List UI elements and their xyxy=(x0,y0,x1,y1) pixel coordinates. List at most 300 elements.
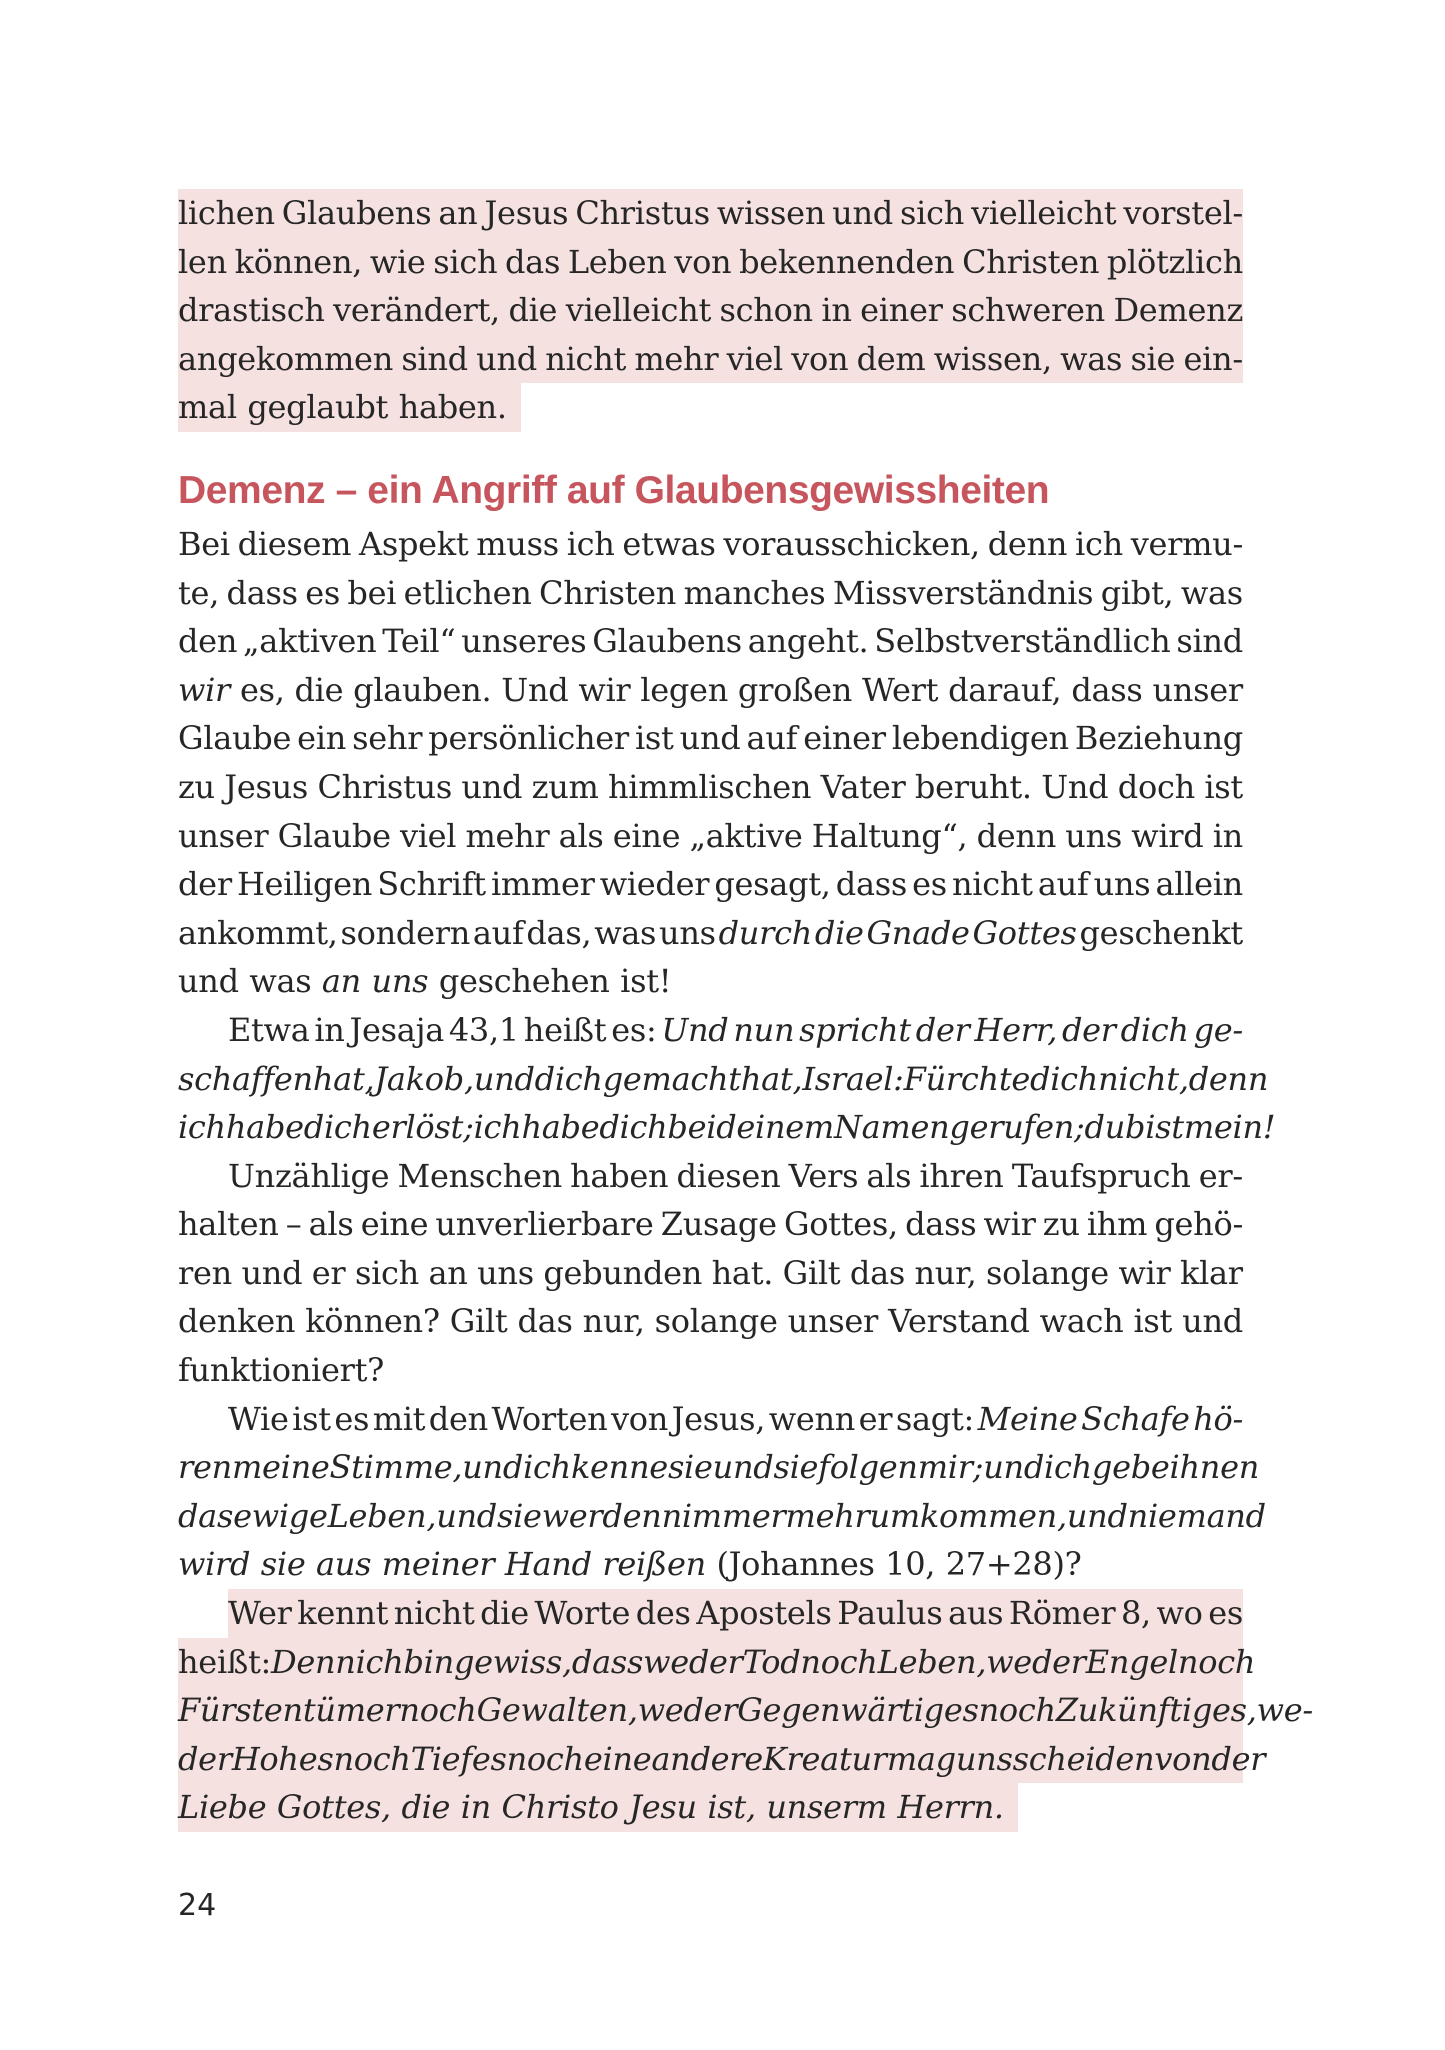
word: sehr xyxy=(352,719,423,758)
word: vielleicht xyxy=(971,194,1117,232)
word: das xyxy=(517,1302,573,1341)
word: ren xyxy=(178,1253,232,1292)
word: Denn xyxy=(271,1642,356,1681)
word: Christus xyxy=(575,194,710,232)
word: beruht. xyxy=(914,767,1032,806)
word: die xyxy=(401,1788,451,1827)
word: Christen xyxy=(539,573,677,612)
word: mag xyxy=(886,1739,956,1778)
paragraph-aspekt xyxy=(178,520,1243,1006)
word: die xyxy=(814,913,864,952)
word: den xyxy=(178,622,238,661)
word: sie xyxy=(260,1545,306,1584)
word: sie xyxy=(667,1448,713,1487)
word: Christus xyxy=(317,767,452,806)
word: von xyxy=(791,339,849,378)
word: Jesus xyxy=(484,194,569,232)
paragraph-taufspruch xyxy=(178,1152,1243,1395)
word: geschehen xyxy=(438,962,610,1001)
word: gebe xyxy=(1091,1448,1170,1487)
word: geschenkt xyxy=(1079,913,1243,952)
word: wie xyxy=(369,242,426,281)
word: hat, xyxy=(740,1059,803,1098)
word: und xyxy=(712,1448,774,1487)
word: Vers xyxy=(788,1156,859,1195)
word: und xyxy=(178,962,239,1001)
word: ein xyxy=(297,719,347,758)
word: vermu- xyxy=(1130,524,1243,563)
word: als xyxy=(866,1156,912,1195)
text-line xyxy=(178,238,1243,287)
word: sie xyxy=(1130,339,1176,378)
word: dich xyxy=(599,1108,668,1147)
word: und xyxy=(832,194,893,232)
word: haben xyxy=(570,1156,669,1195)
word: wir xyxy=(983,1205,1036,1244)
word: schaffen xyxy=(178,1059,313,1098)
word: in xyxy=(314,1010,345,1049)
word: verändert, xyxy=(333,291,500,330)
word: einer xyxy=(860,291,943,330)
word: Leben, xyxy=(877,1642,987,1681)
word: als xyxy=(308,1205,354,1244)
word: Herr, xyxy=(974,1010,1058,1049)
word: vorstel- xyxy=(1123,194,1243,232)
word: Glaube xyxy=(277,816,391,855)
word: darauf, xyxy=(948,670,1062,709)
word: sie xyxy=(773,1448,819,1487)
word: Schrift xyxy=(377,865,486,904)
word: das xyxy=(849,1253,905,1292)
word: von xyxy=(1154,1739,1212,1778)
word: himmlischen xyxy=(608,767,812,806)
word: ich xyxy=(178,1108,226,1147)
word: ich xyxy=(523,1448,571,1487)
word: reißen xyxy=(602,1545,706,1584)
word: Und xyxy=(661,1010,729,1049)
word: zu xyxy=(178,767,215,806)
word: Christen xyxy=(962,242,1100,281)
word: dich xyxy=(303,1108,372,1147)
word: und xyxy=(436,1496,497,1535)
text-line xyxy=(178,909,1243,958)
word: Gottes, xyxy=(783,1205,898,1244)
word: ich xyxy=(355,1642,404,1681)
word: eine xyxy=(583,1739,652,1778)
word: ist! xyxy=(620,962,672,1001)
word: wo xyxy=(1156,1594,1203,1633)
word: mehr xyxy=(634,339,719,378)
word: denn xyxy=(976,816,1057,855)
word: Tiefes xyxy=(410,1739,507,1778)
word: habe xyxy=(521,1108,600,1147)
word: denken xyxy=(178,1302,296,1341)
word: unser xyxy=(178,816,269,855)
word: mit xyxy=(372,1399,426,1438)
word: Fürchte xyxy=(903,1059,1031,1098)
page-number: 24 xyxy=(178,1888,217,1923)
word: Taufspruch xyxy=(1011,1156,1191,1195)
word: solange xyxy=(654,1302,778,1341)
word: heißt: xyxy=(178,1642,271,1681)
word: sich xyxy=(900,194,965,232)
word: und xyxy=(1066,1496,1128,1535)
text-line xyxy=(178,617,1243,666)
word: etwas xyxy=(622,524,716,563)
word: nun xyxy=(733,1010,795,1049)
word: sondern xyxy=(340,913,471,952)
word: Haltung“, xyxy=(811,816,968,855)
text-line xyxy=(178,569,1243,618)
word: ich xyxy=(473,1108,522,1147)
word: ewige xyxy=(233,1496,328,1535)
word: das, xyxy=(526,913,592,952)
word: deinem xyxy=(716,1108,834,1147)
word: der xyxy=(1061,1010,1116,1049)
word: dass xyxy=(1071,670,1143,709)
word: Gilt xyxy=(782,1253,841,1292)
word: doch xyxy=(1117,767,1195,806)
word: und xyxy=(679,719,741,758)
word: in xyxy=(460,1788,491,1827)
word: ihm xyxy=(1086,1205,1148,1244)
text-line xyxy=(178,1492,1266,1541)
word: Missverständnis xyxy=(832,573,1094,612)
word: gehö- xyxy=(1154,1205,1243,1244)
text-line xyxy=(178,189,1243,238)
word: uns xyxy=(1093,865,1151,904)
word: hat. xyxy=(711,1253,774,1292)
word: noch xyxy=(1177,1642,1256,1681)
word: (Johannes xyxy=(716,1545,875,1584)
word: Liebe xyxy=(178,1788,267,1827)
word: Römer xyxy=(1008,1594,1116,1633)
word: der xyxy=(178,1739,232,1778)
word: weder xyxy=(986,1642,1086,1681)
word: ich xyxy=(566,524,615,563)
text-line xyxy=(178,1735,1266,1784)
word: gemacht xyxy=(602,1059,741,1098)
word: denn xyxy=(987,524,1068,563)
text-line xyxy=(178,1006,1243,1055)
word: es: xyxy=(611,1010,657,1049)
text-line xyxy=(178,1249,1243,1298)
word: Herrn. xyxy=(897,1788,1004,1827)
word: niemand xyxy=(1127,1496,1266,1535)
word: folgen xyxy=(818,1448,918,1487)
word: gerufen; xyxy=(949,1108,1085,1147)
word: von xyxy=(674,242,732,281)
word: umkommen, xyxy=(869,1496,1067,1535)
word: wir xyxy=(578,670,631,709)
word: Schafe xyxy=(1081,1399,1190,1438)
word: andere xyxy=(651,1739,763,1778)
word: Und xyxy=(1041,767,1109,806)
word: können, xyxy=(234,242,363,281)
word: noch xyxy=(333,1739,411,1778)
text-line xyxy=(178,1686,1313,1735)
word: Aspekt xyxy=(359,524,469,563)
word: ich xyxy=(1075,524,1123,563)
word: wissen, xyxy=(933,339,1052,378)
word: an xyxy=(428,1253,468,1292)
word: das xyxy=(178,1496,234,1535)
word: Worten xyxy=(491,1399,608,1438)
word: Paulus xyxy=(837,1594,943,1633)
word: haben. xyxy=(398,388,507,427)
word: es xyxy=(1208,1594,1243,1633)
word: „aktive xyxy=(689,816,803,855)
word: Kreatur xyxy=(762,1739,887,1778)
word: ich xyxy=(1044,1448,1092,1487)
word: vorausschicken, xyxy=(723,524,980,563)
text-line xyxy=(178,1540,1243,1589)
word: Engel xyxy=(1085,1642,1178,1681)
text-line xyxy=(178,957,1243,1006)
paragraph-jesaja xyxy=(178,1006,1276,1152)
text-line xyxy=(178,1783,1018,1832)
word: hö- xyxy=(1193,1399,1243,1438)
word: Jakob, xyxy=(374,1059,474,1098)
word: scheiden xyxy=(1012,1739,1155,1778)
word: der xyxy=(1211,1739,1266,1778)
word: ihren xyxy=(919,1156,1004,1195)
word: an xyxy=(438,194,478,232)
word: der xyxy=(915,1010,970,1049)
word: Gottes xyxy=(972,913,1077,952)
word: was xyxy=(594,913,657,952)
word: auf xyxy=(746,719,798,758)
word: eine xyxy=(612,816,681,855)
word: nur, xyxy=(914,1253,977,1292)
word: bin xyxy=(403,1642,454,1681)
word: des xyxy=(635,1594,691,1633)
word: unserm xyxy=(766,1788,887,1827)
word: ist xyxy=(1204,767,1243,806)
word: schon xyxy=(719,291,813,330)
word: Worte xyxy=(534,1594,631,1633)
word: Vater xyxy=(820,767,906,806)
word: Und xyxy=(501,670,569,709)
word: die xyxy=(480,1594,529,1633)
word: Zusage xyxy=(660,1205,777,1244)
word: können? xyxy=(305,1302,440,1341)
word: wir xyxy=(1118,1253,1171,1292)
word: ihnen xyxy=(1169,1448,1260,1487)
word: muss xyxy=(476,524,559,563)
word: nimmermehr xyxy=(661,1496,870,1535)
word: heißt xyxy=(523,1010,607,1049)
text-line xyxy=(178,860,1243,909)
word: noch xyxy=(800,1642,878,1681)
text-line xyxy=(178,714,1243,763)
word: hat, xyxy=(312,1059,375,1098)
word: uns xyxy=(477,1253,534,1292)
word: Hand xyxy=(504,1545,592,1584)
word: denn xyxy=(1188,1059,1269,1098)
word: als xyxy=(558,816,604,855)
word: und xyxy=(461,767,523,806)
text-line xyxy=(178,1055,1269,1104)
word: immer xyxy=(490,865,595,904)
word: auf xyxy=(472,913,524,952)
word: aus xyxy=(948,1594,1004,1633)
word: halten xyxy=(178,1205,279,1244)
word: 10, xyxy=(885,1545,936,1584)
word: ankommt, xyxy=(178,913,338,952)
word: zu xyxy=(1042,1205,1080,1244)
word: Selbstverständlich xyxy=(874,622,1171,661)
word: dich xyxy=(534,1059,603,1098)
word: lebendigen xyxy=(891,719,1069,758)
word: nicht xyxy=(545,339,627,378)
word: mal xyxy=(178,388,237,427)
word: meiner xyxy=(381,1545,495,1584)
word: dass xyxy=(571,1642,644,1681)
word: von xyxy=(610,1399,669,1438)
word: sich xyxy=(354,1253,419,1292)
word: sind xyxy=(401,339,468,378)
word: diesen xyxy=(676,1156,781,1195)
word: schweren xyxy=(951,291,1105,330)
word: bei xyxy=(347,573,397,612)
word: weder xyxy=(643,1642,743,1681)
word: wieder xyxy=(599,865,710,904)
word: Fürstentümer xyxy=(178,1691,400,1730)
word: lichen xyxy=(178,194,275,232)
word: großen xyxy=(737,670,853,709)
word: Glaubens xyxy=(592,622,742,661)
word: Glaube xyxy=(178,719,292,758)
word: mir; xyxy=(917,1448,984,1487)
word: allein xyxy=(1155,865,1243,904)
word: noch xyxy=(506,1739,584,1778)
word: wir xyxy=(178,670,231,709)
word: geglaubt xyxy=(247,388,389,427)
word: den xyxy=(428,1399,488,1438)
word: legen xyxy=(640,670,729,709)
word: Apostels xyxy=(696,1594,832,1633)
word: erlöst; xyxy=(371,1108,474,1147)
word: auf xyxy=(1037,865,1089,904)
word: sagt: xyxy=(895,1399,974,1438)
word: die xyxy=(294,670,344,709)
word: dich xyxy=(1120,1010,1189,1049)
word: Etwa xyxy=(228,1010,310,1049)
text-line xyxy=(178,1589,1243,1638)
word: len xyxy=(178,242,227,281)
word: bei xyxy=(667,1108,717,1147)
word: Meine xyxy=(977,1399,1078,1438)
text-line xyxy=(178,335,1243,384)
word: unser xyxy=(787,1302,879,1341)
word: viel xyxy=(726,339,783,378)
word: Gewalten, xyxy=(476,1691,638,1730)
word: noch xyxy=(399,1691,477,1730)
text-line xyxy=(178,1346,1243,1395)
word: gesagt, xyxy=(714,865,831,904)
text-line xyxy=(178,1152,1243,1201)
word: Hohes xyxy=(231,1739,334,1778)
word: eine xyxy=(360,1205,429,1244)
word: uns xyxy=(371,962,429,1001)
word: wird xyxy=(178,1545,251,1584)
word: nicht xyxy=(951,865,1033,904)
word: das xyxy=(505,242,561,281)
word: Teil“ xyxy=(382,622,456,661)
word: Gilt xyxy=(449,1302,508,1341)
word: te, xyxy=(178,573,220,612)
text-line xyxy=(178,666,1243,715)
word: sind xyxy=(1176,622,1243,661)
word: sich xyxy=(433,242,498,281)
word: Stimme, xyxy=(329,1448,463,1487)
word: Gnade xyxy=(866,913,970,952)
word: Leben, xyxy=(327,1496,437,1535)
word: Gottes, xyxy=(276,1788,391,1827)
word: ren xyxy=(178,1448,232,1487)
word: mehr xyxy=(465,816,550,855)
word: meine xyxy=(231,1448,330,1487)
word: und xyxy=(476,339,537,378)
word: Bei xyxy=(178,524,230,563)
word: bekennenden xyxy=(739,242,955,281)
word: etlichen xyxy=(403,573,532,612)
word: dass xyxy=(835,865,907,904)
word: es xyxy=(334,1399,370,1438)
text-line xyxy=(178,286,1243,335)
word: Tod xyxy=(742,1642,801,1681)
word: wach xyxy=(1039,1302,1124,1341)
word: Glaubens xyxy=(281,194,432,232)
word: dass xyxy=(226,573,298,612)
word: unseres xyxy=(461,622,587,661)
word: zum xyxy=(531,767,599,806)
word: uns xyxy=(955,1739,1013,1778)
word: es, xyxy=(239,670,285,709)
word: kenne xyxy=(570,1448,668,1487)
word: we- xyxy=(1256,1691,1313,1730)
word: gebunden xyxy=(543,1253,703,1292)
word: sie xyxy=(497,1496,542,1535)
word: was xyxy=(1060,339,1123,378)
word: Wer xyxy=(228,1594,292,1633)
word: manches xyxy=(683,573,826,612)
word: persönlicher xyxy=(428,719,629,758)
word: Heiligen xyxy=(236,865,373,904)
word: bist xyxy=(1125,1108,1184,1147)
word: „aktiven xyxy=(243,622,377,661)
word: ge- xyxy=(1193,1010,1243,1049)
word: kennt xyxy=(297,1594,389,1633)
word: ist xyxy=(1133,1302,1173,1341)
word: und xyxy=(462,1448,524,1487)
word: Wie xyxy=(228,1399,289,1438)
word: unverlierbare xyxy=(435,1205,654,1244)
word: wissen xyxy=(716,194,826,232)
word: ist, xyxy=(707,1788,756,1827)
word: Unzählige xyxy=(228,1156,390,1195)
word: weder xyxy=(637,1691,738,1730)
word: uns xyxy=(1065,816,1123,855)
word: die xyxy=(508,291,558,330)
word: Gegenwärtiges xyxy=(737,1691,979,1730)
word: Jesu xyxy=(629,1788,697,1827)
word: Christo xyxy=(501,1788,619,1827)
word: durch xyxy=(718,913,813,952)
word: klar xyxy=(1180,1253,1243,1292)
word: nicht xyxy=(393,1594,475,1633)
